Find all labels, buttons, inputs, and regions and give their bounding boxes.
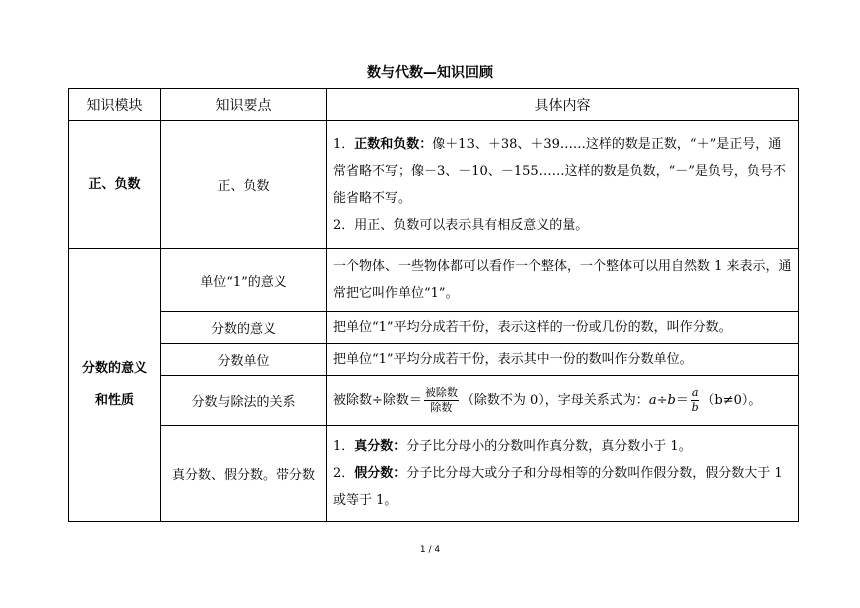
- equals-sign: ＝: [675, 393, 689, 408]
- var-b: b: [667, 393, 676, 408]
- item-text: 分子比分母大或分子和分母相等的分数叫作假分数，假分数大于 1 或等于 1。: [333, 466, 783, 508]
- table-row: [69, 121, 799, 249]
- content-cell: 把单位“1”平均分成若干份，表示这样的一份或几份的数，叫作分数。: [327, 312, 799, 344]
- fraction-dividend-divisor: [424, 386, 459, 415]
- var-a: a: [648, 393, 657, 408]
- module-line: 和性质: [94, 393, 134, 408]
- content-line: 2．用正、负数可以表示具有相反意义的量。: [333, 217, 589, 233]
- table-row: [69, 426, 799, 522]
- div-sign: ÷: [656, 393, 668, 408]
- knowledge-table: [68, 88, 799, 522]
- formula-mid: （除数不为 0），字母关系式为：: [460, 393, 649, 408]
- page-number: 1 / 4: [419, 545, 441, 555]
- content-cell: [327, 426, 799, 522]
- fraction-denominator: b: [691, 401, 699, 414]
- module-line: 分数的意义: [81, 361, 147, 376]
- formula-tail: （b≠0）。: [701, 393, 762, 408]
- content-cell: 一个物体、一些物体都可以看作一个整体，一个整体可以用自然数 1 来表示，通常把它叫作单位“1”。: [327, 249, 799, 312]
- fraction-numerator: a: [691, 386, 699, 399]
- item-number: 1．: [333, 439, 355, 454]
- header-content: 具体内容: [327, 89, 799, 121]
- table-row: [69, 312, 799, 344]
- item-term: 正数和负数：: [354, 136, 433, 152]
- point-cell: 分数与除法的关系: [161, 376, 327, 426]
- table-row: [69, 344, 799, 376]
- table-header-row: [69, 89, 799, 121]
- point-cell: 分数单位: [161, 344, 327, 376]
- content-cell: [327, 376, 799, 426]
- module-cell: 正、负数: [69, 121, 161, 249]
- fraction-a-over-b: [691, 386, 700, 415]
- point-cell: 正、负数: [161, 121, 327, 249]
- point-cell: 单位“1”的意义: [161, 249, 327, 312]
- content-line: [333, 131, 792, 212]
- item-number: 2．: [333, 466, 355, 481]
- table-row: [69, 376, 799, 426]
- item-text: 像＋13、＋38、＋39……这样的数是正数，“＋”是正号，通常省略不写；像－3、－10、－155……这样的数是负数，“－”是负号，负号不能省略不写。: [333, 136, 786, 206]
- header-module: 知识模块: [69, 89, 161, 121]
- module-cell: [69, 249, 161, 522]
- item-number: 1．: [333, 136, 355, 152]
- formula-lead: 被除数÷除数＝: [333, 393, 422, 408]
- content-cell: [327, 121, 799, 249]
- content-line: [333, 433, 792, 460]
- item-text: 分子比分母小的分数叫作真分数，真分数小于 1。: [406, 439, 692, 454]
- fraction-numerator: 被除数: [424, 386, 458, 399]
- fraction-denominator: 除数: [430, 401, 453, 414]
- header-point: 知识要点: [161, 89, 327, 121]
- page-title: 数与代数—知识回顾: [367, 65, 493, 81]
- point-cell: 真分数、假分数。带分数: [161, 426, 327, 522]
- content-cell: 把单位“1”平均分成若干份，表示其中一份的数叫作分数单位。: [327, 344, 799, 376]
- point-cell: 分数的意义: [161, 312, 327, 344]
- table-row: [69, 249, 799, 312]
- item-term: 假分数：: [354, 466, 407, 481]
- item-term: 真分数：: [354, 439, 407, 454]
- content-line: [333, 460, 792, 514]
